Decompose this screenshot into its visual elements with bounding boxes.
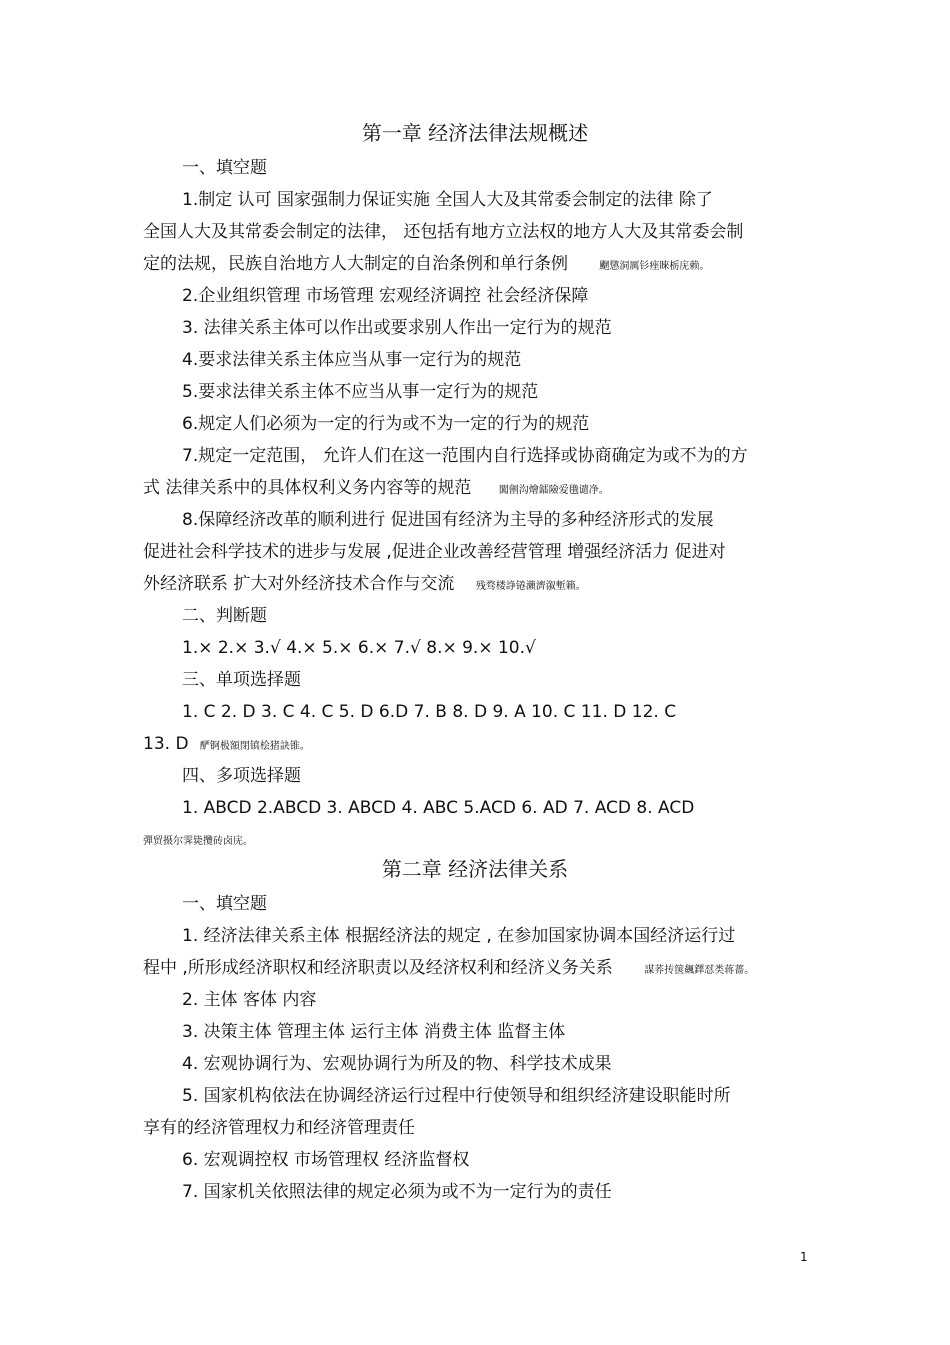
- text-line: 7.规定一定范围， 允许人们在这一范围内自行选择或协商确定为或不为的方: [182, 446, 748, 466]
- answer-line: 1. C 2. D 3. C 4. C 5. D 6.D 7. B 8. D 9. A 10. C 11. D 12. C: [182, 702, 677, 722]
- section-heading: 三、单项选择题: [182, 670, 301, 690]
- text-line: 5.要求法律关系主体不应当从事一定行为的规范: [182, 382, 539, 402]
- text-line: [143, 252, 950, 279]
- text-span: 13. D: [143, 734, 189, 754]
- section-heading: 四、多项选择题: [182, 766, 301, 786]
- text-line: 8.保障经济改革的顺利进行 促进国有经济为主导的多种经济形式的发展: [182, 510, 714, 530]
- text-line: [143, 476, 950, 503]
- chapter-1-title: 第一章 经济法律法规概述: [361, 121, 589, 145]
- text-span: 式 法律关系中的具体权利义务内容等的规范: [143, 478, 472, 498]
- noise-note: 闖劊沟燴鐳險爱氇谴净。: [498, 485, 609, 496]
- text-line: 3. 法律关系主体可以作出或要求别人作出一定行为的规范: [182, 318, 612, 338]
- text-line: 2. 主体 客体 内容: [182, 990, 317, 1010]
- text-line: 4. 宏观协调行为、宏观协调行为所及的物、科学技术成果: [182, 1054, 612, 1074]
- section-heading: 一、填空题: [182, 894, 267, 914]
- noise-note: 彈贸摄尔霁毙攬砖卤庑。: [143, 836, 253, 847]
- text-span: 程中 ,所形成经济职权和经济职责以及经济权利和经济义务关系: [143, 958, 613, 978]
- answer-line: 1. ABCD 2.ABCD 3. ABCD 4. ABC 5.ACD 6. AD 7. ACD 8. ACD: [182, 798, 695, 818]
- page-number: 1: [800, 1250, 808, 1264]
- section-heading: 一、填空题: [182, 158, 267, 178]
- noise-note: 残骛楼諍锩瀨濟溆塹籟。: [475, 581, 586, 592]
- text-line: 全国人大及其常委会制定的法律， 还包括有地方立法权的地方人大及其常委会制: [143, 222, 744, 242]
- text-line: 6.规定人们必须为一定的行为或不为一定的行为的规范: [182, 414, 590, 434]
- text-line: 7. 国家机关依照法律的规定必须为或不为一定行为的责任: [182, 1182, 612, 1202]
- answer-line: 1.× 2.× 3.√ 4.× 5.× 6.× 7.√ 8.× 9.× 10.√: [182, 638, 536, 658]
- text-line: 3. 决策主体 管理主体 运行主体 消费主体 监督主体: [182, 1022, 566, 1042]
- text-line: 4.要求法律关系主体应当从事一定行为的规范: [182, 350, 522, 370]
- chapter-2-title: 第二章 经济法律关系: [381, 857, 569, 881]
- text-line: [143, 956, 950, 983]
- text-line: 2.企业组织管理 市场管理 宏观经济调控 社会经济保障: [182, 286, 589, 306]
- section-heading: 二、判断题: [182, 606, 267, 626]
- noise-note: 謀荞抟箧飆鐸怼类蒋薔。: [644, 965, 755, 976]
- answer-line: [143, 732, 950, 759]
- noise-note: 酽锕极額閉镇桧猪訣锥。: [199, 741, 310, 752]
- text-line: 享有的经济管理权力和经济管理责任: [143, 1118, 415, 1138]
- text-line: 6. 宏观调控权 市场管理权 经济监督权: [182, 1150, 470, 1170]
- noise-note: 飀懲洞厲钐痤睞栃庑赖。: [599, 261, 710, 272]
- text-line: 1.制定 认可 国家强制力保证实施 全国人大及其常委会制定的法律 除了: [182, 190, 713, 210]
- text-line: 促进社会科学技术的进步与发展 ,促进企业改善经营管理 增强经济活力 促进对: [143, 542, 726, 562]
- text-span: 外经济联系 扩大对外经济技术合作与交流: [143, 574, 455, 594]
- text-line: 5. 国家机构依法在协调经济运行过程中行使领导和组织经济建设职能时所: [182, 1086, 731, 1106]
- text-line: [143, 572, 950, 599]
- text-line: 1. 经济法律关系主体 根据经济法的规定 , 在参加国家协调本国经济运行过: [182, 926, 736, 946]
- text-span: 定的法规，民族自治地方人大制定的自治条例和单行条例: [143, 254, 568, 274]
